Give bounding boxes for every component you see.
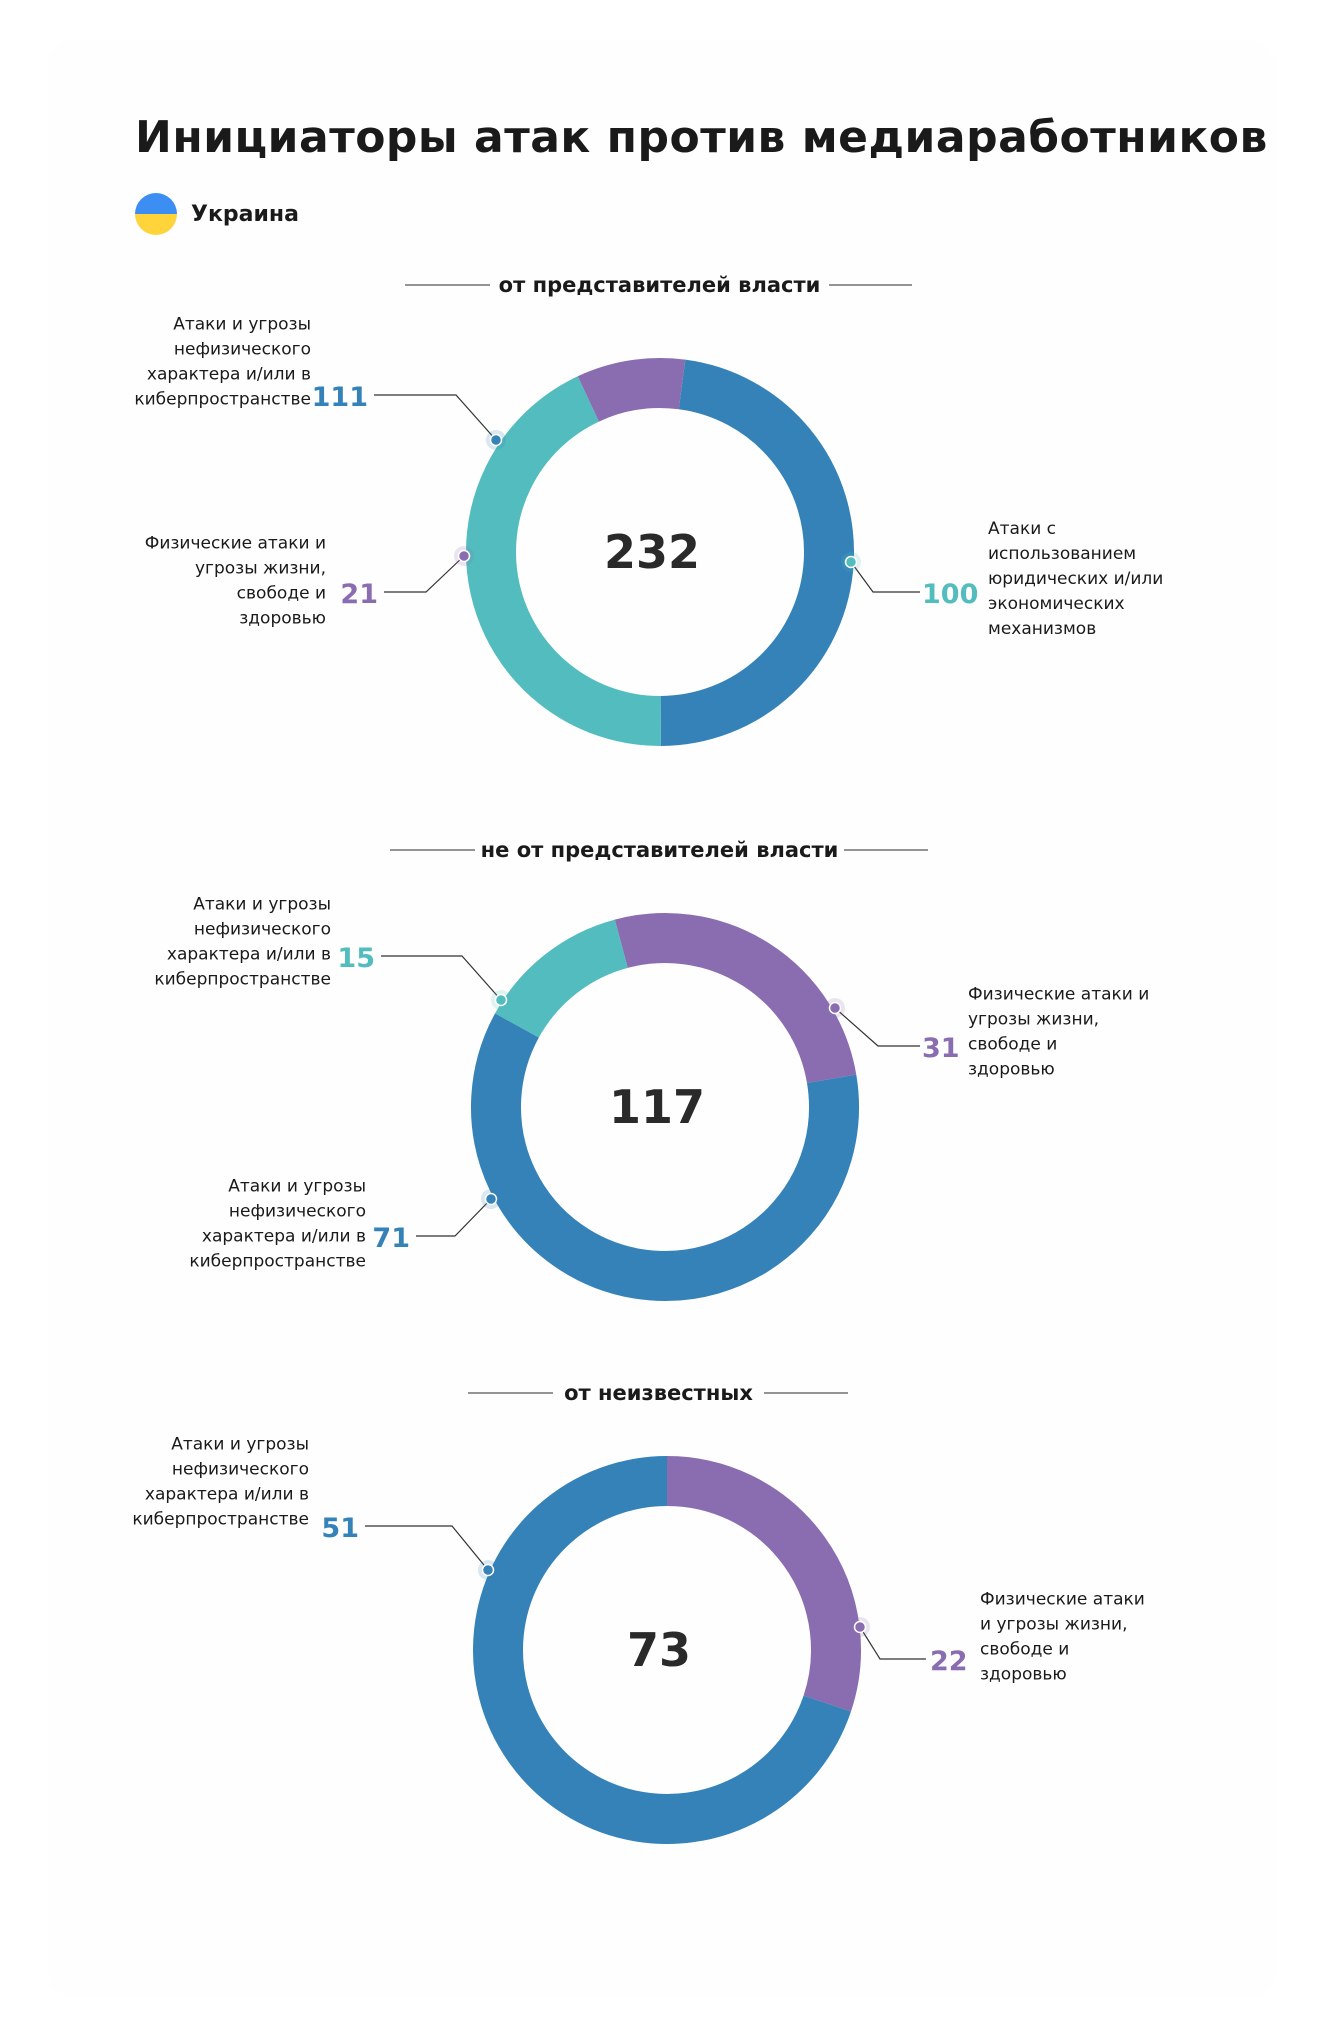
slice-value: 22 — [930, 1646, 968, 1677]
country-name: Украина — [191, 201, 299, 227]
donut-slice — [667, 1481, 836, 1704]
slice-label: Атаки и угрозы нефизического характера и/или в киберпространстве — [154, 894, 331, 990]
chart-section-2 — [154, 838, 1149, 1276]
callout-dot — [491, 435, 502, 446]
callout-line — [384, 556, 464, 592]
slice-value: 21 — [340, 579, 378, 610]
callout-dot — [846, 557, 857, 568]
slice-value: 51 — [321, 1513, 359, 1544]
section-title: не от представителей власти — [480, 838, 839, 862]
callout-dot — [830, 1003, 841, 1014]
slice-value: 71 — [372, 1223, 410, 1254]
chart-section-1 — [134, 273, 1163, 721]
callout — [841, 519, 1163, 639]
chart-total: 232 — [603, 525, 701, 579]
donut-slice — [621, 938, 831, 1079]
donut-slice — [517, 944, 621, 1026]
slice-value: 100 — [922, 579, 979, 610]
callout — [132, 1435, 498, 1581]
callout-line — [851, 562, 920, 592]
callout-dot — [459, 551, 470, 562]
slice-value: 31 — [922, 1033, 960, 1064]
callout-line — [416, 1199, 491, 1236]
callout-line — [365, 1526, 488, 1570]
callout — [154, 895, 511, 1011]
section-title: от неизвестных — [564, 1381, 753, 1405]
callout-dot — [496, 995, 507, 1006]
chart-total: 117 — [608, 1080, 706, 1134]
slice-label: Атаки с использованием юридических и/или экономических механизмов — [988, 519, 1164, 639]
callout-dot — [483, 1565, 494, 1576]
callout-dot — [486, 1194, 497, 1205]
callout-dot — [855, 1622, 866, 1633]
donut-slice — [496, 1025, 834, 1276]
slice-label: Физические атаки и угрозы жизни, свободе и здоровью — [980, 1589, 1145, 1685]
callout-line — [860, 1627, 926, 1659]
slice-label: Атаки и угрозы нефизического характера и/или в киберпространстве — [132, 1434, 309, 1530]
slice-label: Атаки и угрозы нефизического характера и/или в киберпространстве — [134, 314, 311, 410]
callout — [145, 534, 474, 629]
callout-line — [374, 395, 496, 440]
callout — [134, 315, 506, 451]
callout-line — [381, 956, 501, 1000]
callout — [825, 985, 1149, 1080]
slice-label: Физические атаки и угрозы жизни, свободе и здоровью — [968, 984, 1150, 1080]
callout — [850, 1590, 1145, 1685]
slice-label: Атаки и угрозы нефизического характера и/или в киберпространстве — [189, 1176, 366, 1272]
chart-section-3 — [132, 1381, 1145, 1819]
slice-label: Физические атаки и угрозы жизни, свободе и здоровью — [144, 533, 326, 629]
page-title: Инициаторы атак против медиаработников — [135, 112, 1268, 163]
donut-slice — [588, 383, 682, 399]
chart-total: 73 — [626, 1623, 692, 1677]
slice-value: 15 — [337, 943, 375, 974]
callout-line — [835, 1008, 920, 1046]
slice-value: 111 — [311, 382, 368, 413]
section-title: от представителей власти — [498, 273, 821, 297]
callout — [189, 1177, 501, 1272]
